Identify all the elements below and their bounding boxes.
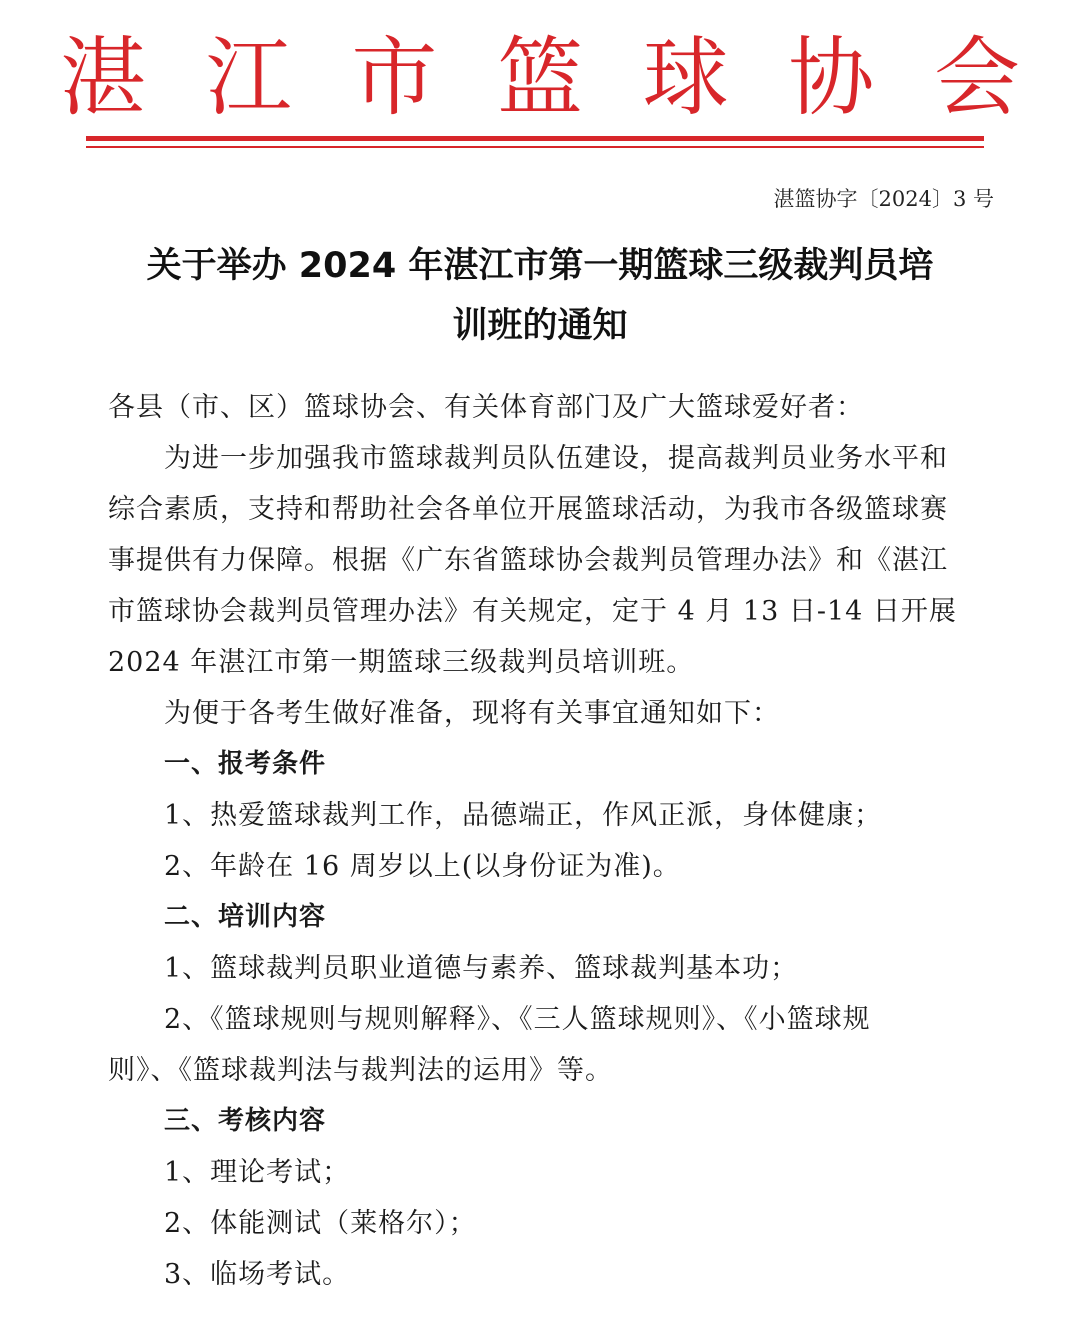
paragraph-line: 为进一步加强我市篮球裁判员队伍建设，提高裁判员业务水平和 [164,443,948,474]
letterhead-char: 协 [788,28,875,128]
paragraph-line: 事提供有力保障。根据《广东省篮球协会裁判员管理办法》和《湛江 [108,545,948,576]
salutation: 各县（市、区）篮球协会、有关体育部门及广大篮球爱好者： [108,392,864,423]
document-number: 湛篮协字〔2024〕3 号 [773,187,994,211]
list-item: 2、《篮球规则与规则解释》、《三人篮球规则》、《小篮球规 [164,1004,871,1035]
letterhead-rule-thick [86,136,984,141]
list-item: 1、理论考试； [164,1157,351,1188]
paragraph-line: 综合素质，支持和帮助社会各单位开展篮球活动，为我市各级篮球赛 [108,494,948,525]
letterhead-char: 篮 [496,28,583,128]
title-line: 训班的通知 [452,306,628,346]
letterhead-rule-thin [86,146,984,148]
title-line: 关于举办 2024 年湛江市第一期篮球三级裁判员培 [146,246,934,286]
letterhead-char: 球 [642,28,729,128]
list-item: 1、篮球裁判员职业道德与素养、篮球裁判基本功； [164,953,799,984]
list-item-continuation: 则》、《篮球裁判法与裁判法的运用》等。 [108,1055,613,1086]
list-item: 2、体能测试（莱格尔）； [164,1208,477,1239]
letterhead-char: 江 [205,28,292,128]
paragraph-line: 为便于各考生做好准备，现将有关事宜通知如下： [164,698,780,729]
paragraph-line: 市篮球协会裁判员管理办法》有关规定，定于 4 月 13 日-14 日开展 [108,596,957,627]
document-body [108,382,978,1300]
section-heading: 一、报考条件 [164,749,327,779]
letterhead-title [60,28,1020,128]
letterhead-char: 会 [933,28,1020,128]
letterhead-char: 湛 [60,28,146,128]
paragraph-line: 2024 年湛江市第一期篮球三级裁判员培训班。 [108,647,695,678]
letterhead-char: 市 [351,28,438,128]
section-heading: 二、培训内容 [164,902,327,932]
document-title [100,236,980,356]
list-item: 3、临场考试。 [164,1259,351,1290]
section-heading: 三、考核内容 [164,1106,327,1136]
list-item: 2、年龄在 16 周岁以上(以身份证为准)。 [164,851,681,882]
list-item: 1、热爱篮球裁判工作，品德端正，作风正派，身体健康； [164,800,883,831]
